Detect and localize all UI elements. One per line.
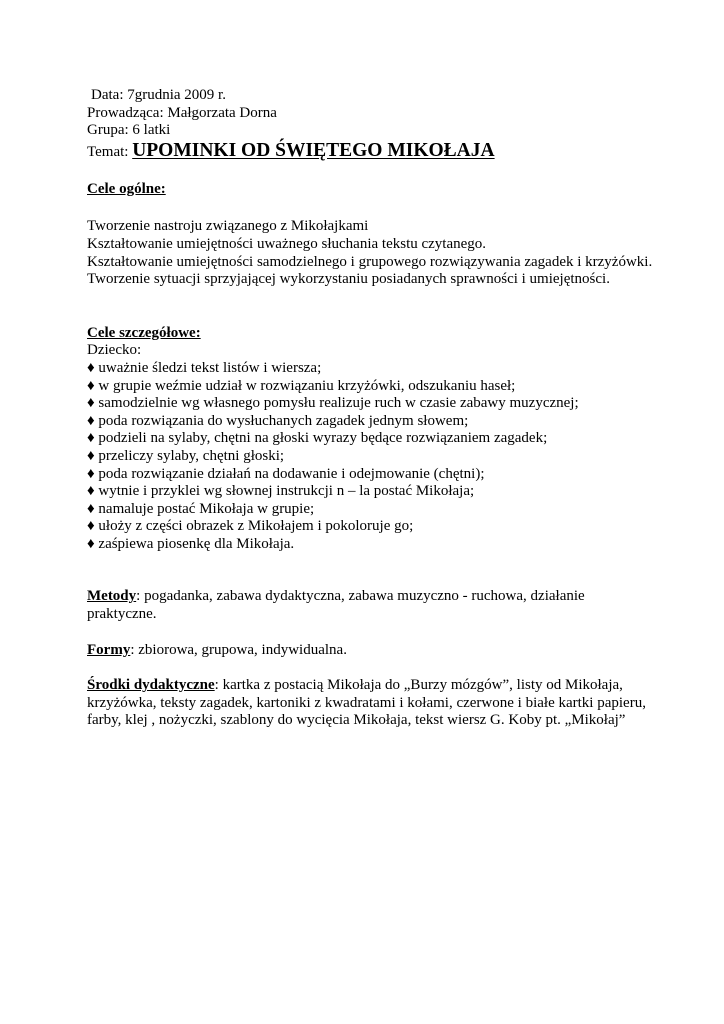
list-item <box>87 413 677 431</box>
topic-title: UPOMINKI OD ŚWIĘTEGO MIKOŁAJA <box>132 139 495 161</box>
list-item <box>87 518 677 536</box>
spacer <box>87 198 677 218</box>
teaching-aids-line <box>87 677 677 695</box>
list-item <box>87 378 677 396</box>
list-item-text: w grupie weźmie udział w rozwiązaniu krzyżówki, odszukaniu haseł; <box>98 377 516 394</box>
list-item <box>87 430 677 448</box>
list-item <box>87 536 677 554</box>
spacer <box>87 624 677 642</box>
general-goal-item: Tworzenie nastroju związanego z Mikołajkami <box>87 218 369 235</box>
lesson-group: Grupa: 6 latki <box>87 122 171 139</box>
teaching-aids-section <box>87 677 677 730</box>
methods-label: Metody <box>87 588 137 605</box>
methods-text: : pogadanka, zabawa dydaktyczna, zabawa muzyczno - ruchowa, działanie <box>136 588 585 605</box>
list-item-text: ułoży z części obrazek z Mikołajem i pokoloruje go; <box>98 518 414 535</box>
general-goals-list <box>87 218 677 288</box>
list-item-text: poda rozwiązanie działań na dodawanie i odejmowanie (chętni); <box>98 465 485 482</box>
specific-goals-intro: Dziecko: <box>87 342 142 359</box>
diamond-bullet-icon: ♦ <box>87 447 95 464</box>
list-item-text: wytnie i przyklei wg słownej instrukcji n – la postać Mikołaja; <box>98 483 475 500</box>
document-content <box>87 87 677 730</box>
teaching-aids-text-continued: krzyżówka, teksty zagadek, kartoniki z kwadratami i kołami, czerwone i białe kartki papieru, <box>87 694 646 711</box>
lesson-date: Data: 7grudnia 2009 r. <box>91 87 226 103</box>
diamond-bullet-icon: ♦ <box>87 465 95 482</box>
diamond-bullet-icon: ♦ <box>87 430 95 447</box>
list-item-text: zaśpiewa piosenkę dla Mikołaja. <box>98 535 295 552</box>
general-goals-heading: Cele ogólne: <box>87 180 166 197</box>
diamond-bullet-icon: ♦ <box>87 412 95 429</box>
forms-label: Formy <box>87 641 131 658</box>
spacer <box>87 659 677 677</box>
list-item-text: uważnie śledzi tekst listów i wiersza; <box>98 359 322 376</box>
general-goal-item: Tworzenie sytuacji sprzyjającej wykorzystaniu posiadanych sprawności i umiejętności. <box>87 271 610 288</box>
diamond-bullet-icon: ♦ <box>87 500 95 517</box>
diamond-bullet-icon: ♦ <box>87 359 95 376</box>
list-item-text: podzieli na sylaby, chętni na głoski wyrazy będące rozwiązaniem zagadek; <box>98 430 548 447</box>
list-item-text: namaluje postać Mikołaja w grupie; <box>98 500 315 517</box>
methods-text-continued: praktyczne. <box>87 606 157 623</box>
list-item-text: przeliczy sylaby, chętni głoski; <box>98 447 285 464</box>
list-item-text: samodzielnie wg własnego pomysłu realizuje ruch w czasie zabawy muzycznej; <box>98 395 579 412</box>
lesson-teacher: Prowadząca: Małgorzata Dorna <box>87 104 277 121</box>
diamond-bullet-icon: ♦ <box>87 395 95 412</box>
forms-line <box>87 642 677 660</box>
general-goal-item: Kształtowanie umiejętności uważnego słuchania tekstu czytanego. <box>87 235 487 252</box>
diamond-bullet-icon: ♦ <box>87 535 95 552</box>
diamond-bullet-icon: ♦ <box>87 483 95 500</box>
list-item <box>87 395 677 413</box>
spacer <box>87 289 677 325</box>
diamond-bullet-icon: ♦ <box>87 377 95 394</box>
methods-line <box>87 588 677 606</box>
spacer <box>87 163 677 181</box>
forms-section <box>87 642 677 660</box>
teaching-aids-label: Środki dydaktyczne <box>87 677 215 694</box>
diamond-bullet-icon: ♦ <box>87 518 95 535</box>
list-item <box>87 483 677 501</box>
list-item <box>87 466 677 484</box>
specific-goals-list <box>87 360 677 554</box>
teaching-aids-text-continued: farby, klej , nożyczki, szablony do wycięcia Mikołaja, tekst wiersz G. Koby pt. „Mikołaj” <box>87 712 626 729</box>
methods-section <box>87 588 677 623</box>
list-item <box>87 448 677 466</box>
general-goal-item: Kształtowanie umiejętności samodzielnego i grupowego rozwiązywania zagadek i krzyżówki. <box>87 253 653 270</box>
list-item <box>87 501 677 519</box>
topic-label: Temat: <box>87 143 129 160</box>
forms-text: : zbiorowa, grupowa, indywidualna. <box>130 641 347 658</box>
list-item <box>87 360 677 378</box>
spacer <box>87 553 677 588</box>
teaching-aids-text: : kartka z postacią Mikołaja do „Burzy mózgów”, listy od Mikołaja, <box>214 677 623 694</box>
lesson-topic <box>87 140 677 163</box>
list-item-text: poda rozwiązania do wysłuchanych zagadek jednym słowem; <box>98 412 469 429</box>
specific-goals-heading: Cele szczegółowe: <box>87 324 201 341</box>
